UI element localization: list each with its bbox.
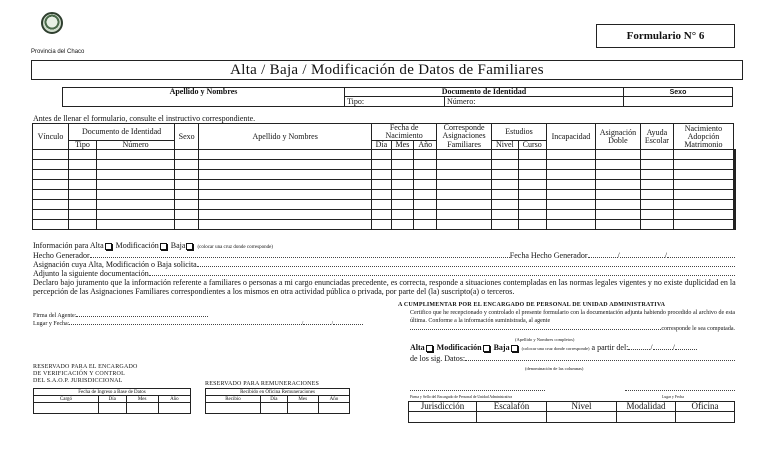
numero-field[interactable]: Número:: [445, 97, 624, 107]
reserved-left-cargo-field[interactable]: [34, 403, 99, 414]
family-cell[interactable]: [391, 180, 414, 190]
family-cell[interactable]: [175, 210, 199, 220]
family-cell[interactable]: [640, 160, 673, 170]
reserved-left-line2: DE VERIFICACIÓN Y CONTROL: [33, 371, 125, 377]
personal-cruz-hint: (colocar una cruz donde corresponde): [521, 346, 590, 351]
lugar-mes-field[interactable]: [303, 321, 331, 325]
family-cell[interactable]: [391, 160, 414, 170]
family-cell[interactable]: [518, 220, 546, 230]
family-cell[interactable]: [175, 150, 199, 160]
family-cell[interactable]: [33, 150, 69, 160]
title-box: [31, 60, 743, 80]
agente-nombre-field[interactable]: [410, 326, 661, 330]
fecha-hecho-label: Fecha Hecho Generador: [509, 251, 588, 260]
adjunto-field[interactable]: [149, 269, 735, 276]
reserved-mid-title: RESERVADO PARA REMUNERACIONES: [205, 381, 320, 387]
family-cell[interactable]: [492, 150, 518, 160]
agent-header-table: [62, 87, 733, 107]
family-cell[interactable]: [518, 150, 546, 160]
family-cell[interactable]: [33, 190, 69, 200]
family-cell[interactable]: [518, 160, 546, 170]
family-cell[interactable]: [69, 190, 97, 200]
personal-modificacion-checkbox[interactable]: [483, 345, 490, 352]
family-cell[interactable]: [673, 210, 733, 220]
hecho-generador-line: Hecho Generador Fecha Hecho Generador / /: [33, 251, 735, 260]
hecho-generador-field[interactable]: [90, 251, 510, 258]
family-cell[interactable]: [492, 170, 518, 180]
family-cell[interactable]: [734, 160, 735, 170]
reserved-left-dia: Día: [99, 396, 127, 403]
family-cell[interactable]: [199, 200, 372, 210]
nivel-field[interactable]: [547, 412, 617, 423]
family-cell[interactable]: [199, 150, 372, 160]
family-cell[interactable]: [673, 160, 733, 170]
firma-agente-label: Firma del Agente:: [33, 313, 77, 319]
family-cell[interactable]: [33, 210, 69, 220]
family-cell[interactable]: [734, 150, 735, 160]
baja-checkbox[interactable]: [186, 243, 193, 250]
family-cell[interactable]: [546, 150, 595, 160]
family-cell[interactable]: [734, 190, 735, 200]
family-cell[interactable]: [33, 170, 69, 180]
col-documento: Documento de Identidad: [69, 124, 175, 141]
reserved-mid-recibio: Recibio: [206, 396, 261, 403]
family-row: [33, 220, 736, 230]
modificacion-label: Modificación: [115, 241, 159, 250]
family-row: [33, 150, 736, 160]
reserved-left-cargo: Cargó: [34, 396, 99, 403]
family-cell[interactable]: [372, 190, 391, 200]
family-cell[interactable]: [518, 170, 546, 180]
reserved-mid-dia: Día: [261, 396, 288, 403]
family-cell[interactable]: [69, 160, 97, 170]
bottom-table: [408, 401, 735, 423]
family-cell[interactable]: [640, 200, 673, 210]
adjunto-label: Adjunto la siguiente documentación: [33, 269, 149, 278]
family-cell[interactable]: [372, 210, 391, 220]
personal-lugar-fecha-field[interactable]: [625, 390, 735, 391]
form-number-box: [596, 24, 735, 48]
family-cell[interactable]: [437, 160, 492, 170]
family-cell[interactable]: [437, 180, 492, 190]
family-cell[interactable]: [640, 180, 673, 190]
columnas-hint: (denominación de las columnas): [525, 366, 584, 371]
family-cell[interactable]: [391, 200, 414, 210]
a-partir-label: a partir del:: [591, 343, 629, 352]
family-cell[interactable]: [391, 220, 414, 230]
family-row: [33, 210, 736, 220]
family-cell[interactable]: [546, 210, 595, 220]
col-incapacidad: Incapacidad: [546, 124, 595, 150]
col-anio: Año: [414, 141, 437, 150]
family-cell[interactable]: [437, 150, 492, 160]
family-cell[interactable]: [372, 180, 391, 190]
family-cell[interactable]: [391, 150, 414, 160]
family-cell[interactable]: [492, 160, 518, 170]
family-cell[interactable]: [492, 220, 518, 230]
family-cell[interactable]: [734, 200, 735, 210]
reserved-left-dia-field[interactable]: [99, 403, 127, 414]
col-nacimiento: Nacimiento Adopción Matrimonio: [673, 124, 733, 150]
col-apellido: Apellido y Nombres: [199, 124, 372, 150]
family-cell[interactable]: [673, 150, 733, 160]
family-cell[interactable]: [175, 170, 199, 180]
family-cell[interactable]: [595, 180, 640, 190]
reserved-left-sub: Fecha de Ingreso a Base de Datos: [34, 389, 191, 396]
family-cell[interactable]: [33, 200, 69, 210]
family-cell[interactable]: [734, 180, 735, 190]
family-cell[interactable]: [97, 150, 175, 160]
family-cell[interactable]: [414, 170, 437, 180]
col-curso: Curso: [518, 141, 546, 150]
family-cell[interactable]: [199, 220, 372, 230]
family-cell[interactable]: [199, 210, 372, 220]
sig-datos-label: de los sig. Datos:: [410, 354, 466, 363]
family-cell[interactable]: [69, 210, 97, 220]
family-cell[interactable]: [33, 220, 69, 230]
family-cell[interactable]: [414, 200, 437, 210]
modalidad-field[interactable]: [617, 412, 676, 423]
col-dia: Día: [372, 141, 391, 150]
reserved-left-table: [33, 388, 191, 414]
family-cell[interactable]: [391, 190, 414, 200]
reserved-mid-sub: Recibido en Oficina Remuneraciones: [206, 389, 350, 396]
family-cell[interactable]: [97, 220, 175, 230]
family-cell[interactable]: [437, 170, 492, 180]
personal-section-title: A CUMPLIMENTAR POR EL ENCARGADO DE PERSONAL DE UNIDAD ADMINISTRATIVA: [398, 302, 666, 308]
family-cell[interactable]: [673, 200, 733, 210]
family-table: [32, 123, 736, 230]
family-cell[interactable]: [69, 180, 97, 190]
family-cell[interactable]: [546, 180, 595, 190]
reserved-mid-mes: Mes: [287, 396, 318, 403]
cruz-hint: (colocar una cruz donde corresponde): [197, 245, 273, 250]
family-cell[interactable]: [640, 190, 673, 200]
nombres-hint: (Apellido y Nombres completos): [515, 337, 575, 342]
firma-agente-field[interactable]: [76, 313, 208, 317]
family-cell[interactable]: [414, 190, 437, 200]
col-ayuda-escolar: Ayuda Escolar: [640, 124, 673, 150]
form-number: Formulario N° 6: [626, 30, 705, 42]
sig-datos-field[interactable]: [465, 354, 735, 361]
asignacion-line: [33, 260, 735, 269]
jurisdiccion-header: Jurisdicción: [409, 402, 477, 412]
lugar-field[interactable]: [69, 321, 301, 325]
family-cell[interactable]: [199, 170, 372, 180]
family-cell[interactable]: [673, 190, 733, 200]
a-partir-mes-field[interactable]: [653, 349, 673, 350]
personal-alta-checkbox[interactable]: [426, 345, 433, 352]
escalafon-header: Escalafón: [477, 402, 547, 412]
family-cell[interactable]: [734, 170, 735, 180]
family-cell[interactable]: [437, 200, 492, 210]
family-cell[interactable]: [595, 190, 640, 200]
family-cell[interactable]: [595, 200, 640, 210]
family-cell[interactable]: [546, 190, 595, 200]
info-label: Información para: [33, 241, 89, 250]
reserved-left-mes-field[interactable]: [126, 403, 158, 414]
page-title: Alta / Baja / Modificación de Datos de Familiares: [230, 61, 544, 78]
baja-label: Baja: [170, 241, 186, 250]
lugar-fecha-line: Lugar y Fecha: / /: [33, 321, 363, 327]
alta-label: Alta: [89, 241, 104, 250]
reserved-mid-anio-field[interactable]: [318, 403, 349, 414]
family-cell[interactable]: [518, 180, 546, 190]
reserved-mid-table: [205, 388, 350, 414]
reserved-mid-anio: Año: [318, 396, 349, 403]
col-estudios: Estudios: [492, 124, 547, 141]
col-numero: Número: [97, 141, 175, 150]
computada-label: corresponde le sea computada.: [661, 326, 735, 332]
family-cell[interactable]: [175, 190, 199, 200]
family-cell[interactable]: [175, 200, 199, 210]
family-row: [33, 180, 736, 190]
reserved-left-mes: Mes: [126, 396, 158, 403]
family-cell[interactable]: [492, 210, 518, 220]
personal-alta-line: Alta Modificación Baja (colocar una cruz donde corresponde) a partir del: / /: [410, 343, 697, 352]
family-cell[interactable]: [97, 160, 175, 170]
adjunto-line: [33, 269, 735, 278]
doc-header: Documento de Identidad: [345, 88, 624, 97]
col-asignaciones: Corresponde Asignaciones: [437, 124, 492, 141]
family-cell[interactable]: [640, 220, 673, 230]
reserved-left-title: [33, 364, 138, 385]
family-cell[interactable]: [492, 200, 518, 210]
asignacion-field[interactable]: [197, 260, 735, 267]
jurisdiccion-field[interactable]: [409, 412, 477, 423]
family-cell[interactable]: [97, 210, 175, 220]
family-cell[interactable]: [640, 150, 673, 160]
family-cell[interactable]: [546, 220, 595, 230]
computada-line: [410, 326, 735, 332]
family-cell[interactable]: [640, 210, 673, 220]
family-cell[interactable]: [492, 180, 518, 190]
escalafon-field[interactable]: [477, 412, 547, 423]
reserved-left-line1: RESERVADO PARA EL ENCARGADO: [33, 364, 138, 370]
a-partir-anio-field[interactable]: [675, 349, 697, 350]
province-label: Provincia del Chaco: [31, 49, 85, 55]
family-cell[interactable]: [595, 150, 640, 160]
family-cell[interactable]: [414, 150, 437, 160]
a-partir-dia-field[interactable]: [628, 349, 650, 350]
fecha-dia-field[interactable]: [588, 251, 618, 258]
family-cell[interactable]: [372, 200, 391, 210]
family-cell[interactable]: [69, 200, 97, 210]
family-cell[interactable]: [437, 220, 492, 230]
family-cell[interactable]: [414, 220, 437, 230]
name-field[interactable]: [63, 97, 345, 107]
family-cell[interactable]: [546, 200, 595, 210]
family-cell[interactable]: [734, 220, 735, 230]
personal-alta-label: Alta: [410, 343, 425, 352]
family-cell[interactable]: [595, 220, 640, 230]
instruction-text: Antes de llenar el formulario, consulte el instructivo correspondiente.: [33, 114, 256, 123]
personal-modificacion-label: Modificación: [436, 343, 482, 352]
family-cell[interactable]: [640, 170, 673, 180]
family-cell[interactable]: [518, 210, 546, 220]
family-cell[interactable]: [372, 160, 391, 170]
col-asignacion-doble: Asignación Doble: [595, 124, 640, 150]
family-cell[interactable]: [595, 160, 640, 170]
fecha-mes-field[interactable]: [620, 251, 665, 258]
family-cell[interactable]: [437, 190, 492, 200]
personal-lugar-fecha-label: Lugar y Fecha: [662, 395, 684, 399]
reserved-left-anio-field[interactable]: [158, 403, 190, 414]
family-cell[interactable]: [414, 160, 437, 170]
family-cell[interactable]: [199, 190, 372, 200]
certifico-text: Certifico que he recepcionado y controlado el presente formulario con la documentación adjunta habiendo procedido al archivo de esta última. Conforme a la información suministrada, al agente: [410, 310, 735, 324]
family-cell[interactable]: [372, 170, 391, 180]
family-cell[interactable]: [437, 210, 492, 220]
family-cell[interactable]: [546, 170, 595, 180]
family-cell[interactable]: [673, 170, 733, 180]
family-cell[interactable]: [372, 150, 391, 160]
col-nivel: Nivel: [492, 141, 518, 150]
province-crest-icon: [41, 12, 63, 34]
firma-sello-label: Firma y Sello del Encargado de Personal de Unidad Administrativa: [410, 395, 513, 399]
family-cell[interactable]: [175, 180, 199, 190]
nivel-header: Nivel: [547, 402, 617, 412]
modificacion-checkbox[interactable]: [160, 243, 167, 250]
family-cell[interactable]: [199, 180, 372, 190]
lugar-anio-field[interactable]: [333, 321, 363, 325]
col-fecha: Fecha de Nacimiento: [372, 124, 437, 141]
family-cell[interactable]: [33, 180, 69, 190]
family-row: [33, 200, 736, 210]
family-row: [33, 160, 736, 170]
modalidad-header: Modalidad: [617, 402, 676, 412]
family-cell[interactable]: [69, 220, 97, 230]
family-cell[interactable]: [175, 160, 199, 170]
alta-checkbox[interactable]: [105, 243, 112, 250]
personal-baja-label: Baja: [493, 343, 510, 352]
family-cell[interactable]: [97, 170, 175, 180]
family-row: [33, 170, 736, 180]
family-cell[interactable]: [414, 210, 437, 220]
family-cell[interactable]: [97, 190, 175, 200]
info-line: [33, 241, 273, 250]
family-cell[interactable]: [673, 180, 733, 190]
reserved-mid-mes-field[interactable]: [287, 403, 318, 414]
sexo-field[interactable]: [624, 97, 733, 107]
family-cell[interactable]: [69, 170, 97, 180]
hecho-generador-label: Hecho Generador: [33, 251, 90, 260]
family-row: [33, 190, 736, 200]
family-cell[interactable]: [492, 190, 518, 200]
sexo-header: Sexo: [624, 88, 733, 97]
family-cell[interactable]: [518, 190, 546, 200]
oficina-header: Oficina: [676, 402, 735, 412]
col-familiares: Familiares: [437, 141, 492, 150]
family-cell[interactable]: [69, 150, 97, 160]
family-cell[interactable]: [595, 170, 640, 180]
reserved-left-anio: Año: [158, 396, 190, 403]
family-cell[interactable]: [97, 200, 175, 210]
family-cell[interactable]: [414, 180, 437, 190]
tipo-field[interactable]: Tipo:: [345, 97, 445, 107]
reserved-mid-recibio-field[interactable]: [206, 403, 261, 414]
family-cell[interactable]: [199, 160, 372, 170]
oficina-field[interactable]: [676, 412, 735, 423]
family-cell[interactable]: [97, 180, 175, 190]
declaration-text: Declaro bajo juramento que la información referente a familiares o personas a mi cargo enunciadas precedente, es correcta, responde a situaciones contempladas en las normas legales vigentes y no existe duplicidad en la percepción de las Asignaciones Familiares correspondientes a los mismos en otra actividad pública o privada, por parte del (la) suscripto(a) o terceros.: [33, 278, 736, 296]
family-cell[interactable]: [33, 160, 69, 170]
family-cell[interactable]: [391, 170, 414, 180]
reserved-mid-dia-field[interactable]: [261, 403, 288, 414]
firma-agente-line: [33, 313, 208, 319]
firma-sello-field[interactable]: [410, 390, 545, 391]
family-cell[interactable]: [391, 210, 414, 220]
family-cell[interactable]: [673, 220, 733, 230]
reserved-left-line3: DEL S.A.O.P. JURISDICCIONAL: [33, 378, 123, 384]
family-cell[interactable]: [372, 220, 391, 230]
fecha-anio-field[interactable]: [667, 251, 735, 258]
family-cell[interactable]: [546, 160, 595, 170]
personal-baja-checkbox[interactable]: [511, 345, 518, 352]
col-mes: Mes: [391, 141, 414, 150]
sig-datos-line: [410, 354, 735, 363]
asignacion-label: Asignación cuya Alta, Modificación o Baja solicita: [33, 260, 197, 269]
family-cell[interactable]: [734, 210, 735, 220]
col-tipo: Tipo: [69, 141, 97, 150]
family-cell[interactable]: [175, 220, 199, 230]
family-cell[interactable]: [518, 200, 546, 210]
col-vinculo: Vínculo: [33, 124, 69, 150]
name-header: Apellido y Nombres: [63, 88, 345, 97]
family-cell[interactable]: [595, 210, 640, 220]
col-sexo: Sexo: [175, 124, 199, 150]
lugar-fecha-label: Lugar y Fecha:: [33, 321, 70, 327]
